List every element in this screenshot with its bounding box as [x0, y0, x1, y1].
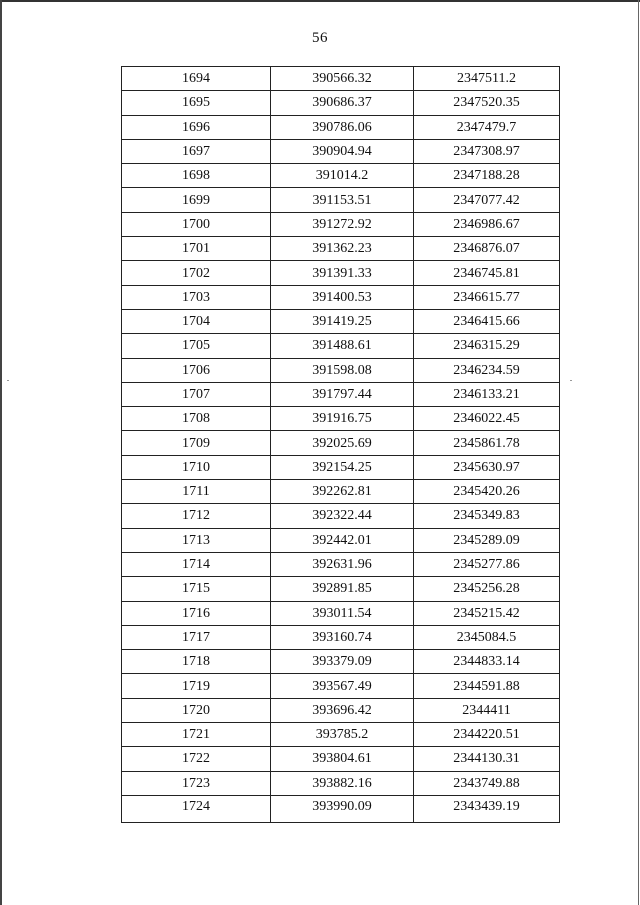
coordinates-table-body: [122, 67, 560, 823]
table-row: [122, 285, 560, 309]
point-number-cell: 1724: [122, 795, 271, 822]
point-number-cell: 1704: [122, 309, 271, 333]
point-number-cell: 1709: [122, 431, 271, 455]
table-row: [122, 577, 560, 601]
x-coordinate-cell: 391153.51: [271, 188, 414, 212]
table-row: [122, 309, 560, 333]
table-row: [122, 528, 560, 552]
point-number-cell: 1720: [122, 698, 271, 722]
table-row: [122, 237, 560, 261]
y-coordinate-cell: 2346986.67: [414, 212, 560, 236]
table-row: [122, 601, 560, 625]
x-coordinate-cell: 391419.25: [271, 309, 414, 333]
x-coordinate-cell: 390686.37: [271, 91, 414, 115]
y-coordinate-cell: 2345215.42: [414, 601, 560, 625]
x-coordinate-cell: 392631.96: [271, 552, 414, 576]
y-coordinate-cell: 2346022.45: [414, 407, 560, 431]
point-number-cell: 1700: [122, 212, 271, 236]
table-row: [122, 625, 560, 649]
y-coordinate-cell: 2344591.88: [414, 674, 560, 698]
y-coordinate-cell: 2346315.29: [414, 334, 560, 358]
coordinates-table: [121, 66, 560, 823]
coordinates-table-container: [121, 66, 559, 823]
x-coordinate-cell: 392025.69: [271, 431, 414, 455]
point-number-cell: 1721: [122, 723, 271, 747]
table-row: [122, 723, 560, 747]
point-number-cell: 1717: [122, 625, 271, 649]
x-coordinate-cell: 391916.75: [271, 407, 414, 431]
x-coordinate-cell: 391391.33: [271, 261, 414, 285]
table-row: [122, 431, 560, 455]
point-number-cell: 1701: [122, 237, 271, 261]
y-coordinate-cell: 2344411: [414, 698, 560, 722]
point-number-cell: 1714: [122, 552, 271, 576]
y-coordinate-cell: 2346745.81: [414, 261, 560, 285]
y-coordinate-cell: 2343749.88: [414, 771, 560, 795]
y-coordinate-cell: 2343439.19: [414, 795, 560, 822]
x-coordinate-cell: 390566.32: [271, 67, 414, 91]
point-number-cell: 1699: [122, 188, 271, 212]
point-number-cell: 1695: [122, 91, 271, 115]
y-coordinate-cell: 2346615.77: [414, 285, 560, 309]
point-number-cell: 1696: [122, 115, 271, 139]
table-row: [122, 747, 560, 771]
y-coordinate-cell: 2344130.31: [414, 747, 560, 771]
point-number-cell: 1702: [122, 261, 271, 285]
y-coordinate-cell: 2345277.86: [414, 552, 560, 576]
point-number-cell: 1719: [122, 674, 271, 698]
point-number-cell: 1705: [122, 334, 271, 358]
y-coordinate-cell: 2346133.21: [414, 382, 560, 406]
table-row: [122, 771, 560, 795]
scan-speck: [7, 380, 9, 381]
point-number-cell: 1703: [122, 285, 271, 309]
x-coordinate-cell: 392262.81: [271, 480, 414, 504]
x-coordinate-cell: 393379.09: [271, 650, 414, 674]
y-coordinate-cell: 2347077.42: [414, 188, 560, 212]
x-coordinate-cell: 393160.74: [271, 625, 414, 649]
point-number-cell: 1710: [122, 455, 271, 479]
table-row: [122, 480, 560, 504]
page-right-edge: [638, 0, 639, 905]
x-coordinate-cell: 390904.94: [271, 139, 414, 163]
table-row: [122, 674, 560, 698]
table-row: [122, 407, 560, 431]
point-number-cell: 1706: [122, 358, 271, 382]
table-row: [122, 795, 560, 822]
table-row: [122, 212, 560, 236]
point-number-cell: 1707: [122, 382, 271, 406]
table-row: [122, 261, 560, 285]
x-coordinate-cell: 391400.53: [271, 285, 414, 309]
x-coordinate-cell: 393990.09: [271, 795, 414, 822]
x-coordinate-cell: 391272.92: [271, 212, 414, 236]
x-coordinate-cell: 392891.85: [271, 577, 414, 601]
point-number-cell: 1697: [122, 139, 271, 163]
table-row: [122, 188, 560, 212]
y-coordinate-cell: 2345420.26: [414, 480, 560, 504]
table-row: [122, 164, 560, 188]
scan-speck: [570, 380, 572, 381]
x-coordinate-cell: 393804.61: [271, 747, 414, 771]
point-number-cell: 1718: [122, 650, 271, 674]
point-number-cell: 1716: [122, 601, 271, 625]
y-coordinate-cell: 2347520.35: [414, 91, 560, 115]
y-coordinate-cell: 2347188.28: [414, 164, 560, 188]
y-coordinate-cell: 2345630.97: [414, 455, 560, 479]
x-coordinate-cell: 391797.44: [271, 382, 414, 406]
y-coordinate-cell: 2344833.14: [414, 650, 560, 674]
x-coordinate-cell: 393882.16: [271, 771, 414, 795]
table-row: [122, 91, 560, 115]
page-top-edge: [0, 0, 640, 2]
y-coordinate-cell: 2346415.66: [414, 309, 560, 333]
y-coordinate-cell: 2347308.97: [414, 139, 560, 163]
table-row: [122, 334, 560, 358]
y-coordinate-cell: 2345861.78: [414, 431, 560, 455]
y-coordinate-cell: 2346234.59: [414, 358, 560, 382]
point-number-cell: 1713: [122, 528, 271, 552]
x-coordinate-cell: 391488.61: [271, 334, 414, 358]
page-left-edge: [0, 0, 2, 905]
table-row: [122, 650, 560, 674]
point-number-cell: 1711: [122, 480, 271, 504]
y-coordinate-cell: 2347479.7: [414, 115, 560, 139]
y-coordinate-cell: 2345256.28: [414, 577, 560, 601]
x-coordinate-cell: 392442.01: [271, 528, 414, 552]
x-coordinate-cell: 391362.23: [271, 237, 414, 261]
x-coordinate-cell: 392322.44: [271, 504, 414, 528]
table-row: [122, 455, 560, 479]
table-row: [122, 67, 560, 91]
table-row: [122, 139, 560, 163]
point-number-cell: 1715: [122, 577, 271, 601]
y-coordinate-cell: 2345084.5: [414, 625, 560, 649]
x-coordinate-cell: 392154.25: [271, 455, 414, 479]
x-coordinate-cell: 393567.49: [271, 674, 414, 698]
y-coordinate-cell: 2344220.51: [414, 723, 560, 747]
y-coordinate-cell: 2346876.07: [414, 237, 560, 261]
x-coordinate-cell: 393011.54: [271, 601, 414, 625]
point-number-cell: 1698: [122, 164, 271, 188]
x-coordinate-cell: 391014.2: [271, 164, 414, 188]
x-coordinate-cell: 393785.2: [271, 723, 414, 747]
point-number-cell: 1712: [122, 504, 271, 528]
table-row: [122, 504, 560, 528]
table-row: [122, 358, 560, 382]
point-number-cell: 1694: [122, 67, 271, 91]
x-coordinate-cell: 390786.06: [271, 115, 414, 139]
point-number-cell: 1723: [122, 771, 271, 795]
table-row: [122, 552, 560, 576]
x-coordinate-cell: 393696.42: [271, 698, 414, 722]
y-coordinate-cell: 2345349.83: [414, 504, 560, 528]
point-number-cell: 1722: [122, 747, 271, 771]
x-coordinate-cell: 391598.08: [271, 358, 414, 382]
table-row: [122, 382, 560, 406]
y-coordinate-cell: 2345289.09: [414, 528, 560, 552]
table-row: [122, 115, 560, 139]
page-number: 56: [312, 30, 328, 46]
y-coordinate-cell: 2347511.2: [414, 67, 560, 91]
table-row: [122, 698, 560, 722]
point-number-cell: 1708: [122, 407, 271, 431]
